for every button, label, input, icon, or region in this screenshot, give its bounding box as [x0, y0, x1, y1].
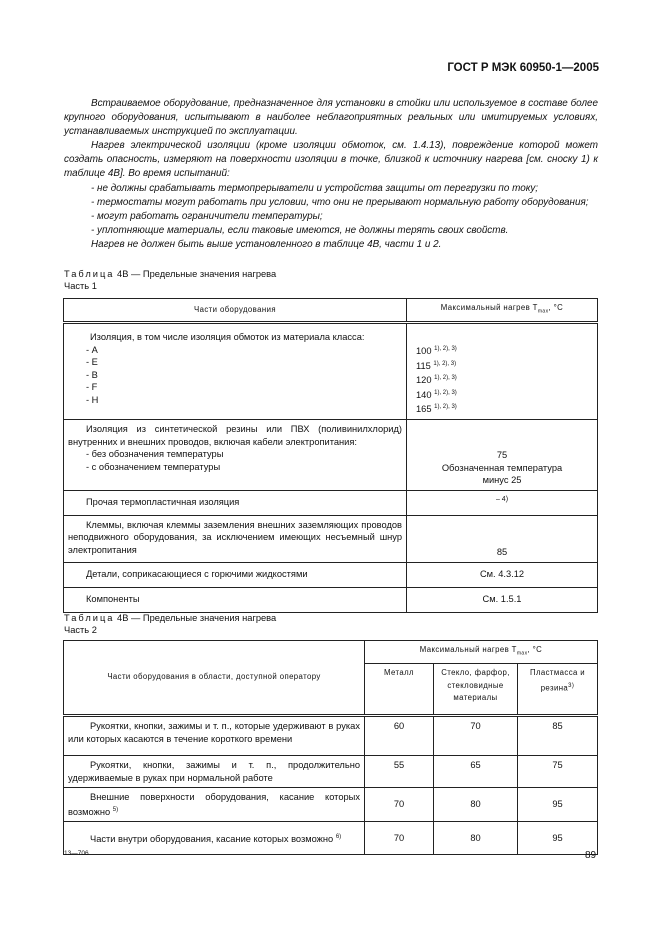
page-number: 89 [585, 850, 597, 861]
paragraph: - могут работать ограничители температуры; [91, 210, 323, 222]
table1-caption: Таблица 4В — Предельные значения нагрева Часть 1 [64, 269, 277, 291]
paragraph: Встраиваемое оборудование, предназначенное для установки в стойки или используемое в составе более крупного оборудования, испытывают в наиболее неблагоприятных реальных или имитируемых условиях, устанавливаемых инструкцией по эксплуатации. [64, 98, 598, 138]
table-row: Рукоятки, кнопки, зажимы и т. п., продолжительно удерживаемые в руках при нормальной работе 55 65 75 [64, 756, 598, 788]
table-row: Прочая термопластичная изоляция – 4) [64, 490, 598, 515]
table-header-row: Части оборудования в области, доступной оператору Максимальный нагрев $T_{max}$, °С [64, 641, 598, 664]
table-row: Детали, соприкасающиеся с горючими жидкостями См. 4.3.12 [64, 562, 598, 587]
paragraph: - уплотняющие материалы, если таковые имеются, не должны терять своих свойств. [91, 224, 509, 236]
table-row: Внешние поверхности оборудования, касание которых возможно $^{5)}$ 70 80 95 [64, 788, 598, 822]
table-row: Компоненты См. 1.5.1 [64, 587, 598, 612]
table1 [63, 298, 598, 613]
body-text [64, 97, 598, 252]
table-row: Клеммы, включая клеммы заземления внешних заземляющих проводов неподвижного оборудования, за исключением имеющих несъемный шнур электропитания 85 [64, 515, 598, 562]
table-row: Изоляция из синтетической резины или ПВХ (поливинилхлорид) внутренних и внешних проводов, включая кабели электропитания: - без обозначения температуры - с обозначением температуры 75 Обозначенная температура минус 25 [64, 420, 598, 491]
document-header: ГОСТ Р МЭК 60950-1—2005 [447, 62, 599, 74]
table-row: Изоляция, в том числе изоляция обмоток из материала класса: - А - Е - В - F - Н 100 $^{1), 2), 3)}$ 115 $^{1), 2), 3)}$ 120 $^{1), 2), 3)}$ 140 $^{1), 2), 3)}$ 165 $^{1), 2), 3)}$ [64, 323, 598, 420]
table-header-row: Части оборудования Максимальный нагрев $T_{max}$, °С [64, 299, 598, 323]
table2-caption: Таблица 4В — Предельные значения нагрева Часть 2 [64, 613, 277, 635]
table2 [63, 640, 598, 855]
table-row: Рукоятки, кнопки, зажимы и т. п., которые удерживают в руках или которых касаются в течение короткого времени 60 70 85 [64, 716, 598, 756]
table-row: Части внутри оборудования, касание которых возможно $^{6)}$ 70 80 95 [64, 822, 598, 855]
footer-code: 13—706 [64, 850, 89, 857]
paragraph: Нагрев электрической изоляции (кроме изоляции обмоток, см. 1.4.13), повреждение которой может создать опасность, измеряют на поверхности изоляции в точке, близкой к источнику нагрева [см. сноску 1) к таблице 4В]. Во время испытаний: [64, 140, 598, 180]
table-header-row: Металл Стекло, фарфор, стекловидные материалы Пластмасса и резина$^{3)}$ [64, 664, 598, 716]
paragraph: Нагрев не должен быть выше установленного в таблице 4В, части 1 и 2. [91, 238, 442, 250]
paragraph: - термостаты могут работать при условии, что они не прерывают нормальную работу оборудования; [91, 196, 589, 208]
paragraph: - не должны срабатывать термопрерыватели и устройства защиты от перегрузки по току; [91, 182, 539, 194]
